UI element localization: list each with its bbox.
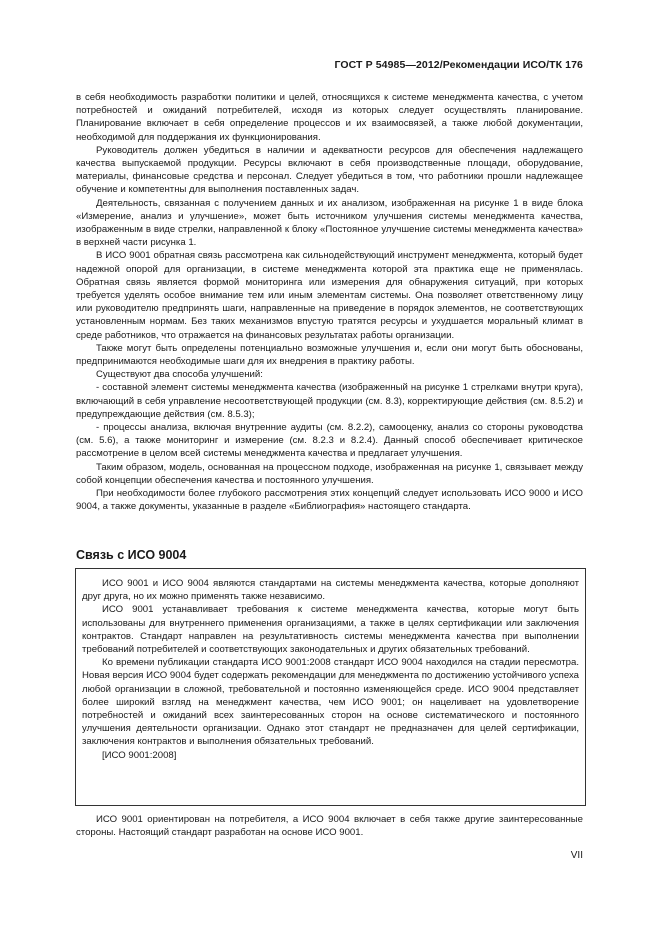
quote-box — [75, 568, 586, 806]
paragraph: В ИСО 9001 обратная связь рассмотрена как сильнодействующий инструмент менеджмента, который будет надежной опорой для организации, в системе менеджмента которой эта практика еще не применялась. Обратная связь является формой мониторинга или измерения для обнаружения ситуаций, при которых требуется уделять особое внимание тем или иным элементам системы. Она позволяет ответственному лицу или руководителю предпринять шаги, направленные на приведение в порядок элементов, не соответствующих установленным нормам. Без таких механизмов впустую тратятся ресурсы и ухудшается моральный климат в среде работников, что отражается на финансовых результатах работы организации. — [76, 250, 583, 341]
page-number: VII — [570, 850, 583, 861]
list-item: - составной элемент системы менеджмента качества (изображенный на рисунке 1 стрелками внутри круга), включающий в себя управление несоответствующей продукции (см. 8.3), корректирующие действия (см. 8.5.2) и предупреждающие действия (см. 8.5.3); — [76, 382, 583, 420]
paragraph: Руководитель должен убедиться в наличии и адекватности ресурсов для обеспечения надлежащего качества выпускаемой продукции. Ресурсы включают в себя производственные площади, оборудование, материалы, финансовые средства и персонал. Следует убедиться в том, что работники прошли надлежащее обучение и компетентны для выполнения поставленных задач. — [76, 144, 583, 196]
quote-paragraph: Ко времени публикации стандарта ИСО 9001:2008 стандарт ИСО 9004 находился на стадии пересмотра. Новая версия ИСО 9004 будет содержать рекомендации для менеджмента по достижению устойчивого успеха любой организации в сложной, требовательной и постоянно изменяющейся среде. ИСО 9004 представляет более широкий взгляд на менеджмент качества, чем ИСО 9001; он нацеливает на удовлетворение потребностей и ожиданий всех заинтересованных сторон на основе систематического и постоянного улучшения деятельности организации. Однако этот стандарт не предназначен для целей сертификации, заключения контрактов и выполнения обязательных требований. — [82, 657, 579, 748]
paragraph: Таким образом, модель, основанная на процессном подходе, изображенная на рисунке 1, связывает между собой концепции обеспечения качества и постоянного улучшения. — [76, 461, 583, 486]
quote-paragraph: ИСО 9001 и ИСО 9004 являются стандартами на системы менеджмента качества, которые дополняют друг друга, но их можно применять также независимо. — [82, 578, 579, 603]
quote-source: [ИСО 9001:2008] — [102, 749, 177, 761]
closing-text — [76, 813, 583, 839]
page-header: ГОСТ Р 54985—2012/Рекомендации ИСО/ТК 176 — [334, 59, 583, 71]
list-item: - процессы анализа, включая внутренние аудиты (см. 8.2.2), самооценку, анализ со стороны руководства (см. 5.6), а также мониторинг и измерение (см. 8.2.3 и 8.2.4). Данный способ обеспечивает критическое рассмотрение в целом всей системы менеджмента качества и предлагает улучшения. — [76, 422, 583, 460]
paragraph: в себя необходимость разработки политики и целей, относящихся к системе менеджмента качества, с учетом потребностей и ожиданий потребителей, исходя из которых следует осуществлять планирование. Планирование включает в себя определение процессов и их взаимосвязей, а также любой документации, необходимой для поддержания их функционирования. — [76, 92, 583, 143]
quote-paragraph: ИСО 9001 устанавливает требования к системе менеджмента качества, которые могут быть использованы для внутреннего применения организациями, а также в целях сертификации или заключения контрактов. Стандарт направлен на результативность системы менеджмента качества при выполнении требований потребителей и соответствующих законодательных и других обязательных требований. — [82, 604, 579, 656]
paragraph: Существуют два способа улучшений: — [96, 369, 263, 381]
section-title: Связь с ИСО 9004 — [76, 548, 187, 562]
paragraph: ИСО 9001 ориентирован на потребителя, а ИСО 9004 включает в себя также другие заинтересованные стороны. Настоящий стандарт разработан на основе ИСО 9001. — [76, 814, 583, 839]
paragraph: Также могут быть определены потенциально возможные улучшения и, если они могут быть обоснованы, предпринимаются необходимые шаги для их внедрения в практику работы. — [76, 342, 583, 368]
paragraph: Деятельность, связанная с получением данных и их анализом, изображенная на рисунке 1 в виде блока «Измерение, анализ и улучшение», может быть источником улучшения системы менеджмента качества, изображенным в виде стрелки, направленной к блоку «Постоянное улучшение системы менеджмента качества» в верхней части рисунка 1. — [76, 197, 583, 249]
paragraph: При необходимости более глубокого рассмотрения этих концепций следует использовать ИСО 9000 и ИСО 9004, а также документы, указанные в разделе «Библиография» настоящего стандарта. — [76, 488, 583, 513]
main-text — [76, 91, 583, 514]
